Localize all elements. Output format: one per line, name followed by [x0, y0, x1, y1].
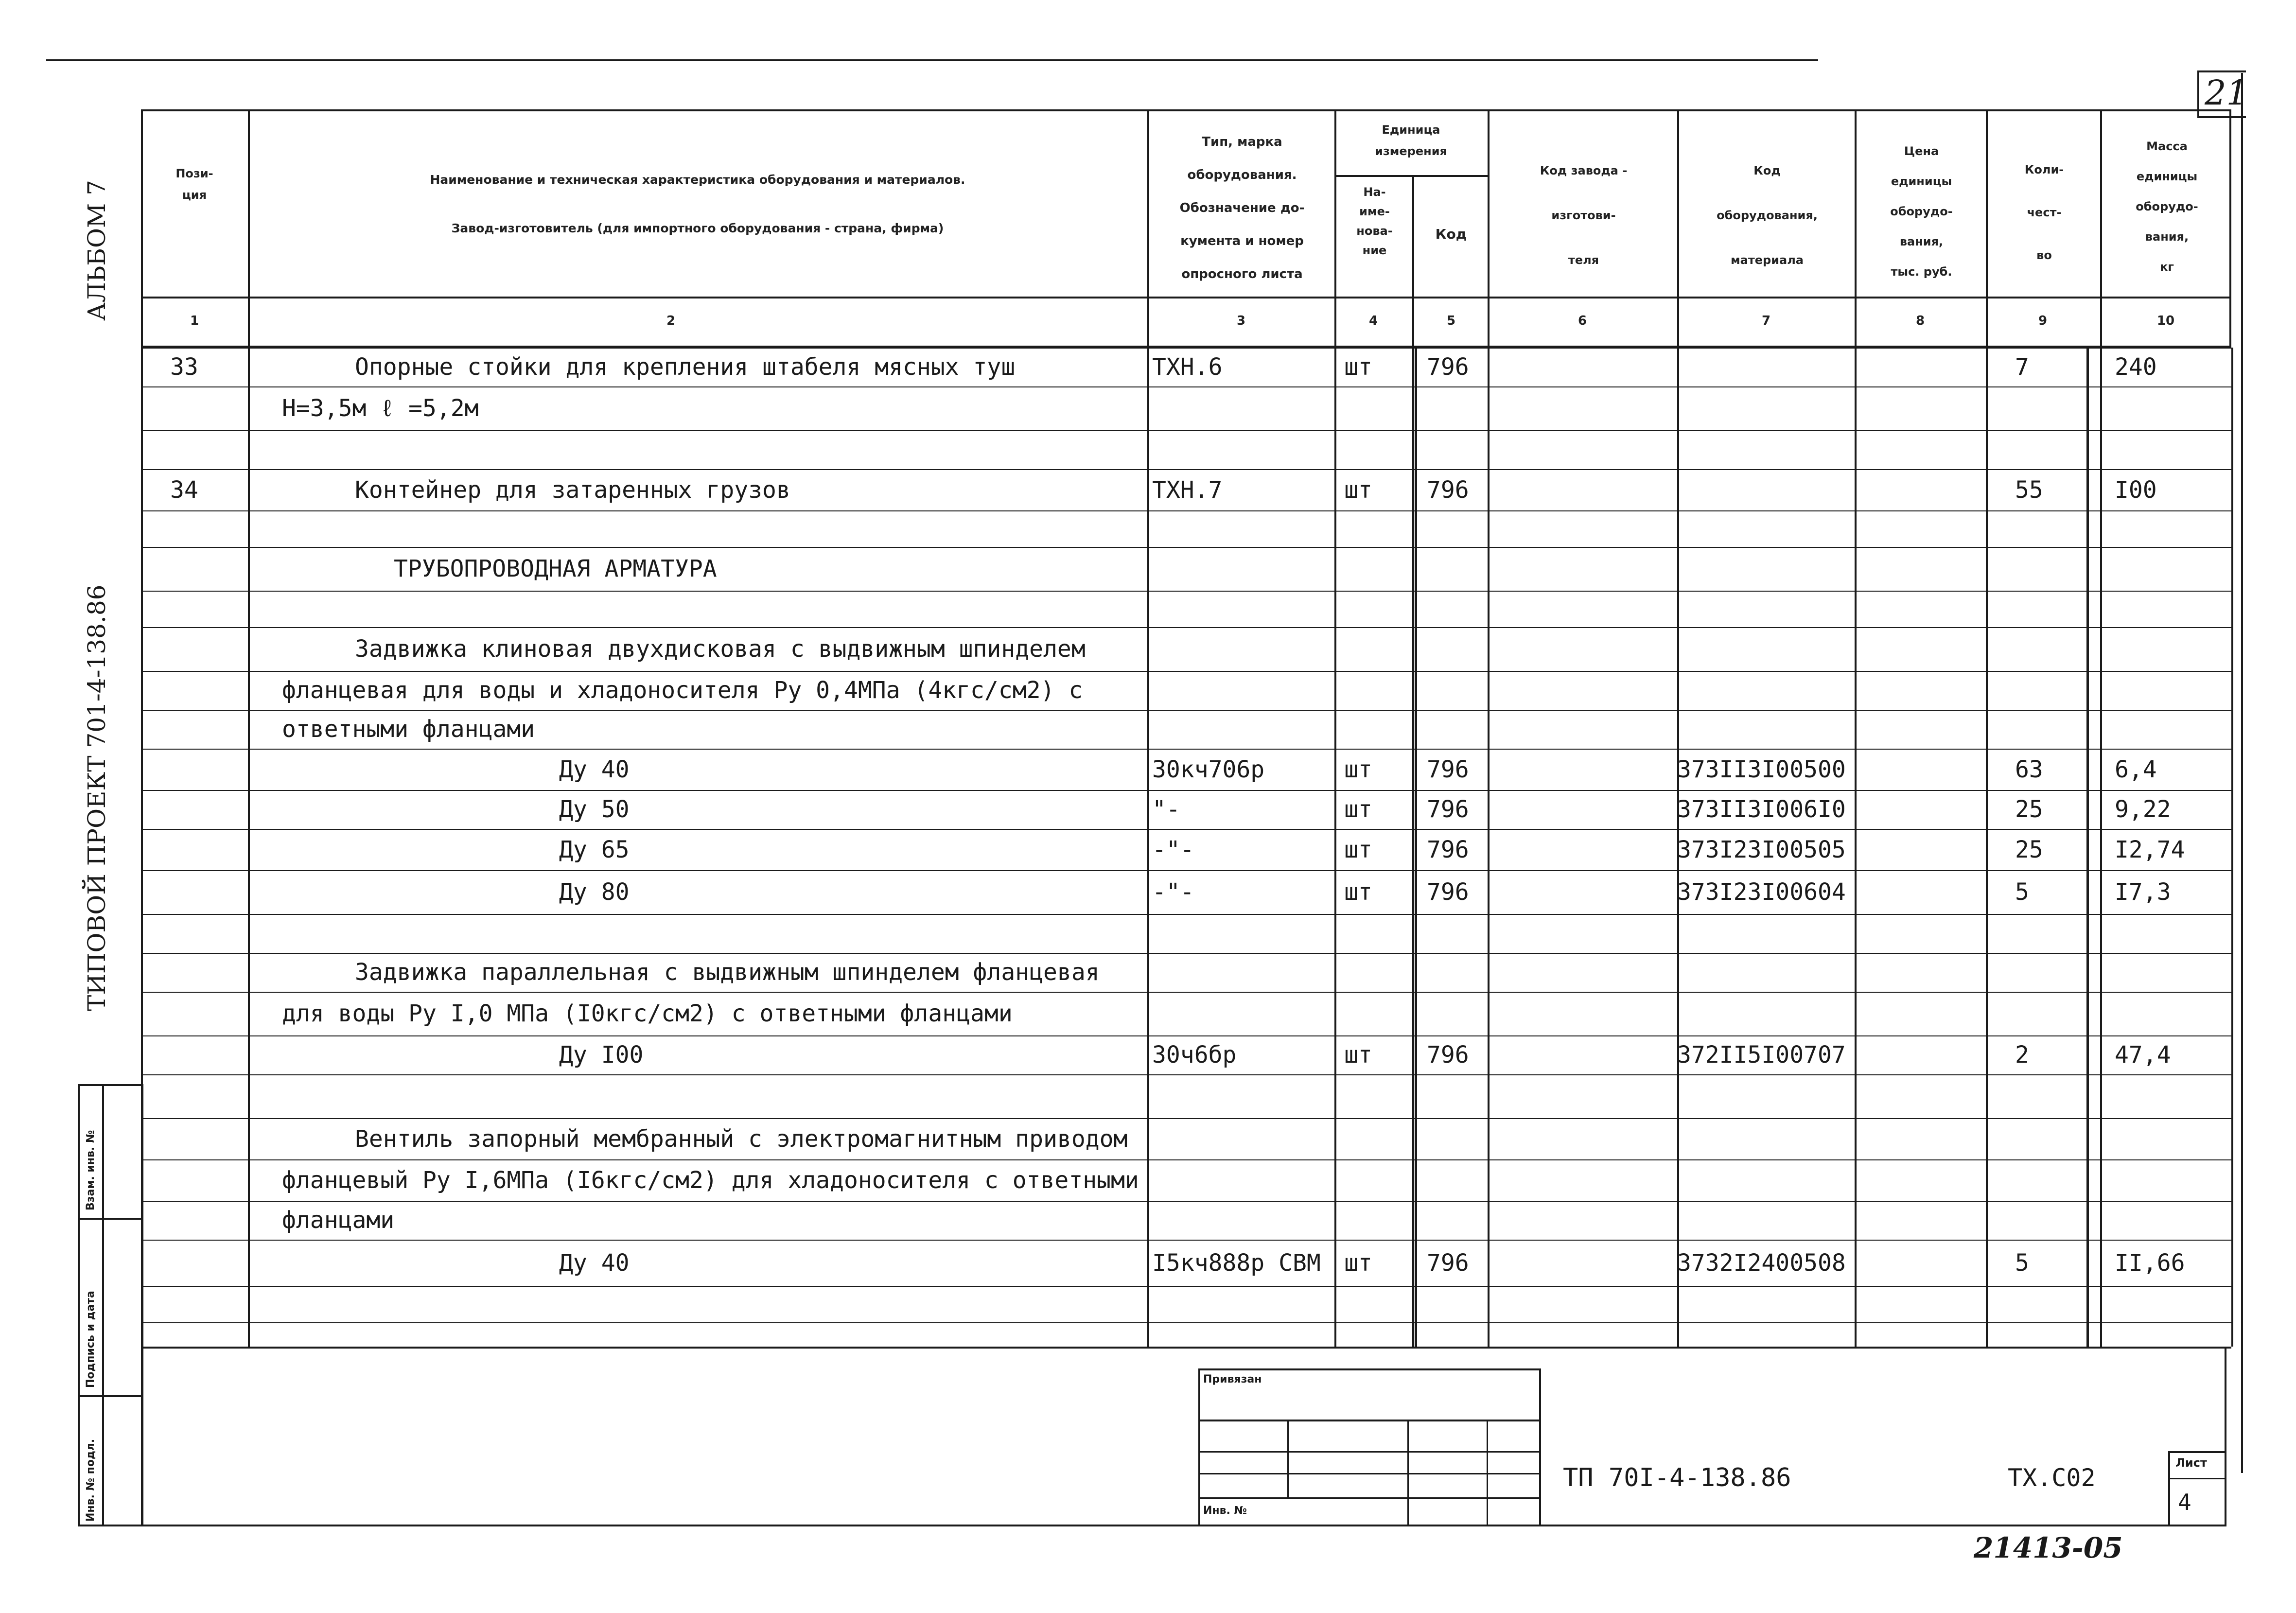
cell-unit: шт	[1344, 796, 1372, 823]
table-column-line	[2231, 348, 2233, 1347]
cell-mass: 240	[2115, 353, 2157, 381]
table-row	[141, 829, 2231, 870]
cell-name: Н=3,5м ℓ =5,2м	[282, 395, 479, 422]
table-row	[141, 1118, 2231, 1159]
stamp-field-signature: Подпись и дата	[85, 1291, 97, 1388]
header-unit: Единица измерения	[1375, 123, 1447, 158]
cell-mass: I00	[2115, 476, 2157, 504]
cell-mass: I2,74	[2115, 836, 2185, 863]
table-row	[141, 870, 2231, 914]
header-equipment-code: Код оборудования, материала	[1717, 164, 1818, 267]
table-row	[141, 953, 2231, 992]
cell-name: Контейнер для затаренных грузов	[355, 476, 790, 504]
cell-code: 796	[1427, 353, 1469, 381]
cell-name: Задвижка клиновая двухдисковая с выдвижным шпинделем	[355, 635, 1086, 663]
cell-name: Вентиль запорный мембранный с электромагнитным приводом	[355, 1125, 1128, 1153]
inventory-label: Инв. №	[1203, 1505, 1247, 1517]
cell-type: "-	[1152, 796, 1180, 823]
cell-unit: шт	[1344, 1041, 1372, 1069]
cell-eq-code: 373I23I00505	[1677, 836, 1846, 863]
table-row	[141, 469, 2231, 510]
album-label: АЛЬБОМ 7	[83, 180, 111, 321]
cell-name: Опорные стойки для крепления штабеля мясных туш	[355, 353, 1016, 381]
cell-name: Ду 80	[559, 878, 630, 906]
title-block-frame	[141, 1347, 2226, 1526]
cell-unit: шт	[1344, 878, 1372, 906]
cell-unit: шт	[1344, 476, 1372, 504]
sheet-value: 4	[2178, 1489, 2191, 1515]
cell-name: Ду 40	[559, 755, 630, 783]
header-unit-name: На- име- нова- ние	[1356, 185, 1393, 257]
header-plant-code: Код завода - изготови- теля	[1540, 164, 1628, 267]
table-row	[141, 1159, 2231, 1201]
col-number-3: 3	[1236, 314, 1246, 328]
cell-pos: 34	[170, 476, 198, 504]
table-row	[141, 348, 2231, 386]
stamp-field-replace: Взам. инв. №	[85, 1130, 97, 1210]
col-number-10: 10	[2156, 314, 2175, 328]
cell-qty: 55	[2015, 476, 2043, 504]
table-row	[141, 790, 2231, 829]
cell-qty: 7	[2015, 353, 2029, 381]
table-row	[141, 510, 2231, 547]
cell-name: Ду 40	[559, 1249, 630, 1277]
cell-code: 796	[1427, 755, 1469, 783]
table-row	[141, 671, 2231, 710]
cell-name: фланцевый Ру I,6МПа (I6кгс/см2) для хладоносителя с ответными	[282, 1166, 1139, 1194]
cell-code: 796	[1427, 836, 1469, 863]
col-number-5: 5	[1446, 314, 1456, 328]
cell-eq-code: 372II5I00707	[1677, 1041, 1846, 1069]
header-type: Тип, марка оборудования. Обозначение до- кумента и номер опросного листа	[1179, 135, 1305, 281]
cell-eq-code: 373II3I00500	[1677, 755, 1846, 783]
header-unit-code: Код	[1435, 226, 1467, 242]
cell-code: 796	[1427, 1041, 1469, 1069]
stamp-field-inventory: Инв. № подл.	[85, 1438, 97, 1522]
cell-unit: шт	[1344, 755, 1372, 783]
cell-qty: 63	[2015, 755, 2043, 783]
header-quantity: Коли- чест- во	[2024, 163, 2064, 262]
cell-type: ТХН.7	[1152, 476, 1223, 504]
sheet-label: Лист	[2175, 1456, 2207, 1470]
header-position: Пози- ция	[175, 167, 213, 202]
table-row	[141, 430, 2231, 469]
cell-mass: I7,3	[2115, 878, 2171, 906]
table-row	[141, 992, 2231, 1035]
cell-eq-code: 3732I2400508	[1677, 1249, 1846, 1277]
binding-stamp	[1198, 1368, 1541, 1526]
col-number-2: 2	[666, 314, 676, 328]
cell-qty: 2	[2015, 1041, 2029, 1069]
table-row	[141, 1286, 2231, 1322]
cell-mass: 47,4	[2115, 1041, 2171, 1069]
cell-qty: 5	[2015, 1249, 2029, 1277]
table-row	[141, 386, 2231, 430]
binding-label: Привязан	[1203, 1373, 1262, 1385]
cell-name: фланцами	[282, 1207, 395, 1234]
cell-code: 796	[1427, 796, 1469, 823]
table-row	[141, 1074, 2231, 1118]
cell-code: 796	[1427, 1249, 1469, 1277]
sheet-code: ТХ.С02	[2008, 1464, 2096, 1492]
col-number-1: 1	[190, 314, 199, 328]
table-row	[141, 749, 2231, 790]
cell-type: 30ч6бр	[1152, 1041, 1237, 1069]
cell-qty: 25	[2015, 836, 2043, 863]
col-number-6: 6	[1577, 314, 1587, 328]
col-number-4: 4	[1368, 314, 1378, 328]
cell-name: Ду 65	[559, 836, 630, 863]
project-label: ТИПОВОЙ ПРОЕКТ 701-4-138.86	[83, 584, 111, 1011]
cell-type: ТХН.6	[1152, 353, 1223, 381]
cell-name: Ду I00	[559, 1041, 644, 1069]
table-row	[141, 591, 2231, 627]
cell-mass: II,66	[2115, 1249, 2185, 1277]
cell-unit: шт	[1344, 1249, 1372, 1277]
sheet-number-handwritten: 21	[2205, 73, 2248, 113]
cell-name: фланцевая для воды и хладоносителя Ру 0,4МПа (4кгс/см2) с	[282, 677, 1083, 704]
header-mass: Масса единицы оборудо- вания, кг	[2136, 140, 2198, 274]
cell-type: -"-	[1152, 878, 1194, 906]
table-row	[141, 547, 2231, 591]
cell-name: ответными фланцами	[282, 716, 535, 743]
cell-code: 796	[1427, 878, 1469, 906]
col-number-8: 8	[1915, 314, 1925, 328]
cell-mass: 9,22	[2115, 796, 2171, 823]
cell-name: для воды Ру I,0 МПа (I0кгс/см2) с ответными фланцами	[282, 1000, 1013, 1027]
cell-type: I5кч888р СВМ	[1152, 1249, 1321, 1277]
header-price: Цена единицы оборудо- вания, тыс. руб.	[1890, 144, 1953, 279]
cell-name: ТРУБОПРОВОДНАЯ АРМАТУРА	[394, 555, 717, 582]
table-row	[141, 1035, 2231, 1074]
cell-name: Ду 50	[559, 796, 630, 823]
col-number-7: 7	[1761, 314, 1771, 328]
table-row	[141, 914, 2231, 953]
cell-unit: шт	[1344, 836, 1372, 863]
cell-unit: шт	[1344, 353, 1372, 381]
table-row	[141, 1240, 2231, 1286]
header-name: Наименование и техническая характеристика оборудования и материалов. Завод-изготовитель (для импортного оборудования - страна, фирма)	[430, 173, 965, 235]
table-row-line	[141, 1322, 2231, 1323]
cell-eq-code: 373I23I00604	[1677, 878, 1846, 906]
col-number-9: 9	[2038, 314, 2048, 328]
table-row	[141, 710, 2231, 749]
cell-type: -"-	[1152, 836, 1194, 863]
cell-qty: 5	[2015, 878, 2029, 906]
cell-qty: 25	[2015, 796, 2043, 823]
cell-name: Задвижка параллельная с выдвижным шпинделем фланцевая	[355, 959, 1100, 986]
table-row	[141, 627, 2231, 671]
cell-code: 796	[1427, 476, 1469, 504]
cell-type: 30кч706р	[1152, 755, 1265, 783]
document-code: ТП 70I-4-138.86	[1563, 1463, 1791, 1492]
table-row	[141, 1201, 2231, 1240]
cell-mass: 6,4	[2115, 755, 2157, 783]
archive-number: 21413-05	[1974, 1531, 2123, 1564]
cell-eq-code: 373II3I006I0	[1677, 796, 1846, 823]
cell-pos: 33	[170, 353, 198, 381]
